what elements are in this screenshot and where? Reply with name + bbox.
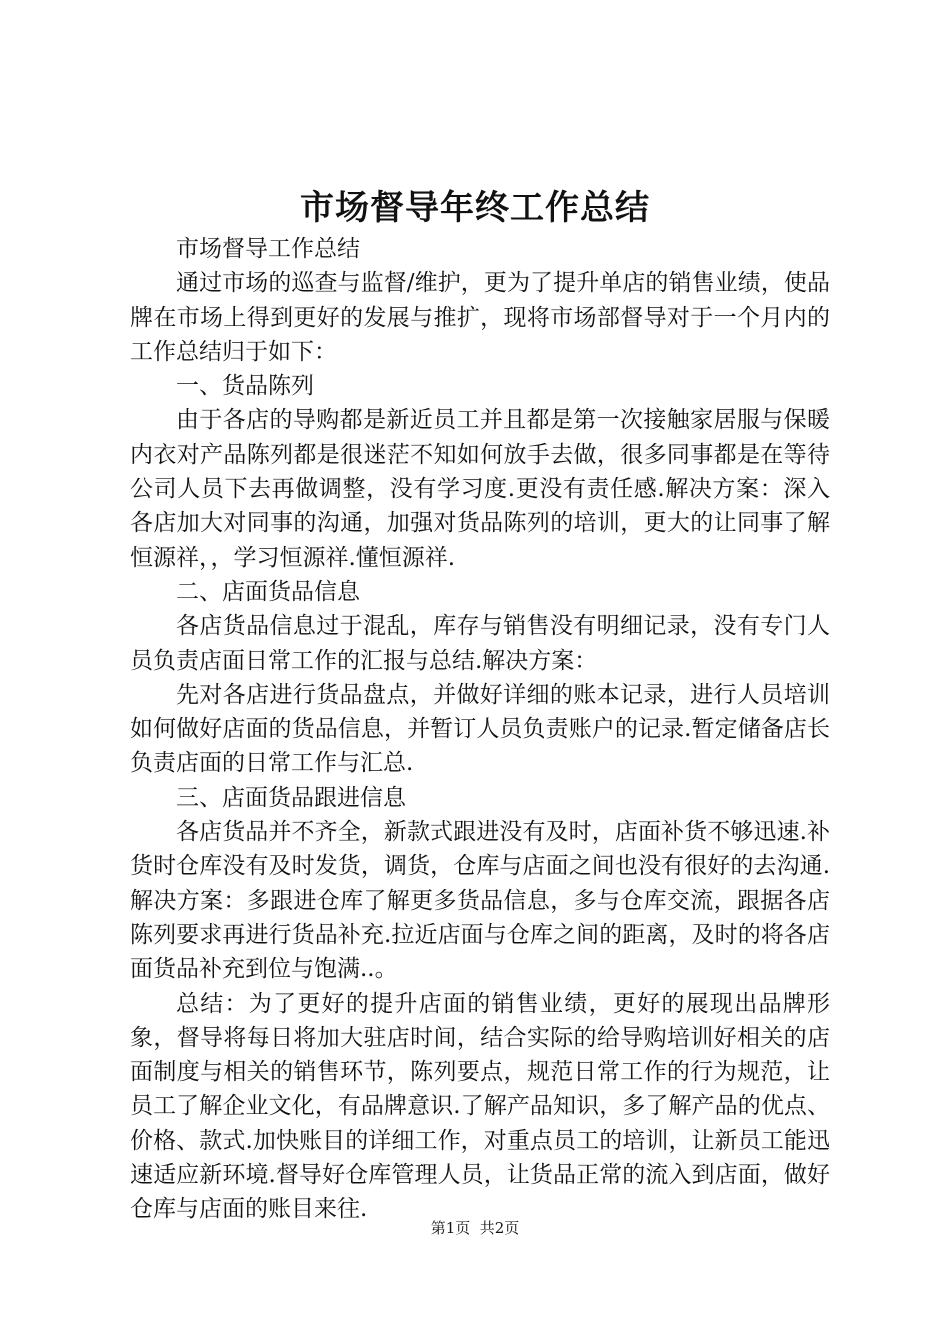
paragraph-section-1: 由于各店的导购都是新近员工并且都是第一次接触家居服与保暖内衣对产品陈列都是很迷茫不知如何放手去做，很多同事都是在等待公司人员下去再做调整，没有学习度.更没有责任感.解决方案：深入各店加大对同事的沟通，加强对货品陈列的培训，更大的让同事了解恒源祥，，学习恒源祥.懂恒源祥. [130,407,830,571]
section-heading-1: 一、货品陈列 [176,373,314,400]
paragraph-summary: 总结：为了更好的提升店面的销售业绩，更好的展现出品牌形象，督导将每日将加大驻店时间，结合实际的给导购培训好相关的店面制度与相关的销售环节，陈列要点，规范日常工作的行为规范，让员工了解企业文化，有品牌意识.了解产品知识，多了解产品的优点、价格、款式.加快账目的详细工作，对重点员工的培训，让新员工能迅速适应新环境.督导好仓库管理人员，让货品正常的流入到店面，做好仓库与店面的账目来往. [130,990,830,1223]
document-title: 市场督导年终工作总结 [300,188,650,228]
document-body [130,232,830,1227]
paragraph-section-2a: 各店货品信息过于混乱，库存与销售没有明细记录，没有专门人员负责店面日常工作的汇报与总结.解决方案： [130,613,830,674]
paragraph-section-2b: 先对各店进行货品盘点，并做好详细的账本记录，进行人员培训如何做好店面的货品信息，并暂订人员负责账户的记录.暂定储备店长负责店面的日常工作与汇总. [130,681,830,777]
section-heading-2: 二、店面货品信息 [176,578,360,605]
paragraph-subtitle: 市场督导工作总结 [176,236,360,262]
section-heading-3: 三、店面货品跟进信息 [176,784,406,811]
page-number-footer: 第1页 共2页 [430,1219,520,1237]
paragraph-intro: 通过市场的巡查与监督/维护，更为了提升单店的销售业绩，使品牌在市场上得到更好的发展与推扩，现将市场部督导对于一个月内的工作总结归于如下： [130,270,830,365]
paragraph-section-3: 各店货品并不齐全，新款式跟进没有及时，店面补货不够迅速.补货时仓库没有及时发货，调货，仓库与店面之间也没有很好的去沟通.解决方案：多跟进仓库了解更多货品信息，多与仓库交流，跟据各店陈列要求再进行货品补充.拉近店面与仓库之间的距离，及时的将各店面货品补充到位与饱满..。 [130,819,830,983]
